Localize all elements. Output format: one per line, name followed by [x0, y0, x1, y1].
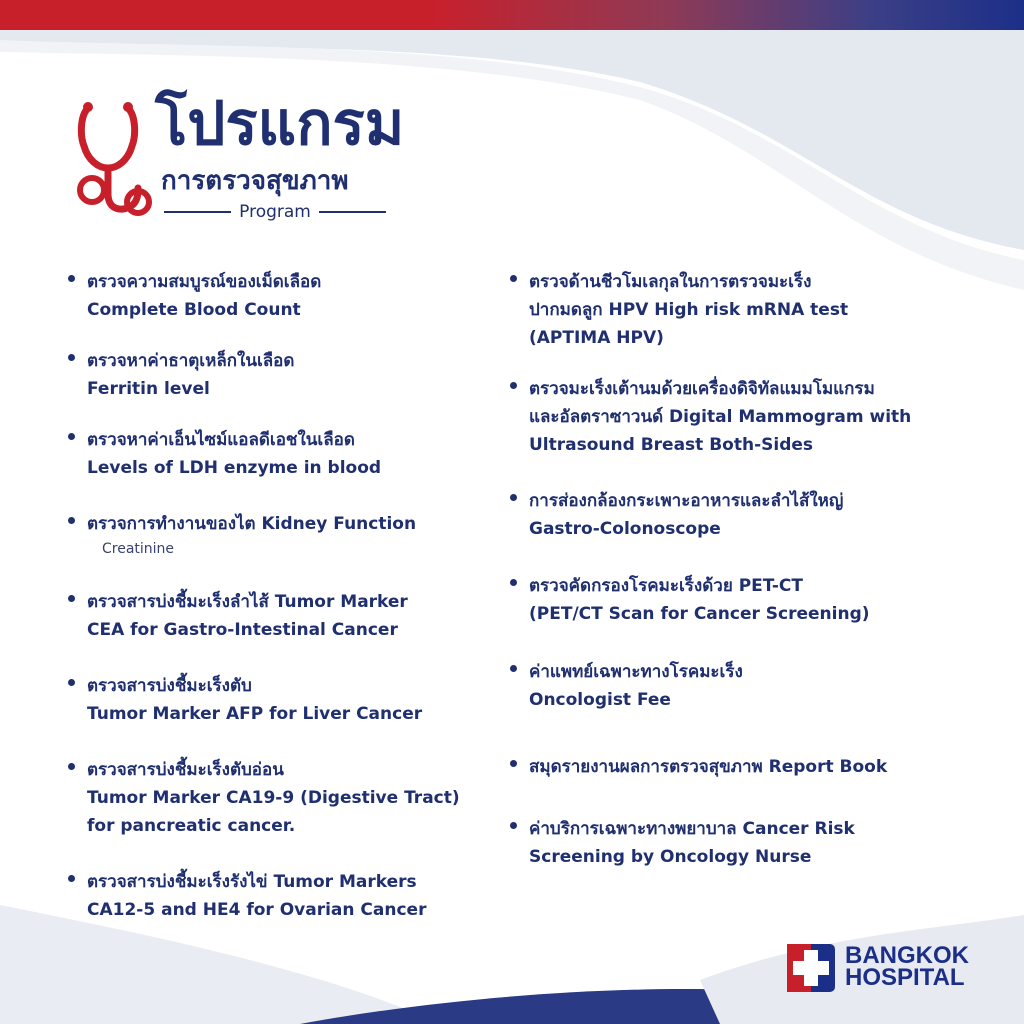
- bullet-icon: [510, 494, 517, 501]
- list-item: [68, 268, 321, 324]
- hospital-cross-icon: [787, 944, 835, 992]
- bullet-icon: [510, 665, 517, 672]
- item-title: การส่องกล้องกระเพาะอาหารและลำไส้ใหญ่: [529, 491, 844, 511]
- item-subtitle: (PET/CT Scan for Cancer Screening): [529, 604, 870, 624]
- bullet-icon: [68, 433, 75, 440]
- list-item: [510, 487, 843, 543]
- list-item: [510, 572, 870, 628]
- logo-line2: HOSPITAL: [845, 964, 965, 991]
- list-item: [510, 753, 887, 781]
- item-subtitle: Screening by Oncology Nurse: [529, 847, 812, 867]
- item-subtitle-2: for pancreatic cancer.: [87, 816, 296, 836]
- logo-wordmark: [845, 942, 969, 991]
- bullet-icon: [510, 760, 517, 767]
- item-subtitle: CA12-5 and HE4 for Ovarian Cancer: [87, 900, 427, 920]
- logo-line1: BANGKOK: [845, 942, 969, 969]
- list-item: [510, 375, 911, 459]
- item-title: ตรวจสารบ่งชี้มะเร็งตับอ่อน: [87, 760, 284, 780]
- bullet-icon: [510, 822, 517, 829]
- bullet-icon: [68, 875, 75, 882]
- title-subtitle: การตรวจสุขภาพ: [161, 166, 349, 196]
- stethoscope-icon: [76, 98, 156, 223]
- title-main: โปรแกรม: [155, 89, 405, 159]
- bullet-icon: [510, 382, 517, 389]
- item-title: ตรวจการทำงานของไต Kidney Function: [87, 514, 417, 534]
- bangkok-hospital-logo: [787, 944, 987, 994]
- item-title: ตรวจมะเร็งเต้านมด้วยเครื่องดิจิทัลแมมโมแกรม: [529, 379, 875, 399]
- item-title: ตรวจสารบ่งชี้มะเร็งตับ: [87, 676, 252, 696]
- bullet-icon: [68, 679, 75, 686]
- item-title: ค่าแพทย์เฉพาะทางโรคมะเร็ง: [529, 662, 743, 682]
- item-subtitle-2: (APTIMA HPV): [529, 328, 664, 348]
- item-subtitle: และอัลตราซาวนด์ Digital Mammogram with: [529, 407, 912, 427]
- bullet-icon: [510, 275, 517, 282]
- item-note: Creatinine: [102, 541, 175, 557]
- list-item: [68, 510, 416, 560]
- item-title: ตรวจคัดกรองโรคมะเร็งด้วย PET-CT: [529, 576, 804, 596]
- item-subtitle: Complete Blood Count: [87, 300, 301, 320]
- bullet-icon: [68, 595, 75, 602]
- item-title: ตรวจด้านชีวโมเลกุลในการตรวจมะเร็ง: [529, 272, 812, 292]
- list-item: [68, 426, 381, 482]
- list-item: [68, 868, 426, 924]
- item-subtitle: Levels of LDH enzyme in blood: [87, 458, 382, 478]
- item-subtitle: Ferritin level: [87, 379, 210, 399]
- program-title: [76, 89, 406, 228]
- title-program-row: [164, 202, 386, 222]
- item-title: ตรวจความสมบูรณ์ของเม็ดเลือด: [87, 272, 322, 292]
- divider-left: [164, 211, 231, 213]
- item-subtitle: CEA for Gastro-Intestinal Cancer: [87, 620, 398, 640]
- bullet-icon: [68, 275, 75, 282]
- item-subtitle: Gastro-Colonoscope: [529, 519, 721, 539]
- bullet-icon: [68, 763, 75, 770]
- item-title: ตรวจหาค่าธาตุเหล็กในเลือด: [87, 351, 295, 371]
- item-title: ค่าบริการเฉพาะทางพยาบาล Cancer Risk: [529, 819, 855, 839]
- item-title: ตรวจสารบ่งชี้มะเร็งรังไข่ Tumor Markers: [87, 872, 417, 892]
- list-item: [68, 347, 294, 403]
- list-item: [510, 815, 855, 871]
- item-subtitle: ปากมดลูก HPV High risk mRNA test: [529, 300, 849, 320]
- bullet-icon: [68, 354, 75, 361]
- item-title: ตรวจสารบ่งชี้มะเร็งลำไส้ Tumor Marker: [87, 592, 408, 612]
- item-subtitle: Oncologist Fee: [529, 690, 671, 710]
- item-subtitle: Tumor Marker AFP for Liver Cancer: [87, 704, 423, 724]
- list-item: [68, 588, 408, 644]
- list-item: [510, 658, 743, 714]
- list-item: [510, 268, 848, 352]
- item-subtitle: Tumor Marker CA19-9 (Digestive Tract): [87, 788, 460, 808]
- bullet-icon: [68, 517, 75, 524]
- item-title: สมุดรายงานผลการตรวจสุขภาพ Report Book: [529, 757, 888, 777]
- list-item: [68, 756, 460, 840]
- item-title: ตรวจหาค่าเอ็นไซม์แอลดีเอชในเลือด: [87, 430, 355, 450]
- item-subtitle-2: Ultrasound Breast Both-Sides: [529, 435, 814, 455]
- divider-right: [319, 211, 386, 213]
- list-item: [68, 672, 422, 728]
- title-program: Program: [239, 202, 311, 222]
- bullet-icon: [510, 579, 517, 586]
